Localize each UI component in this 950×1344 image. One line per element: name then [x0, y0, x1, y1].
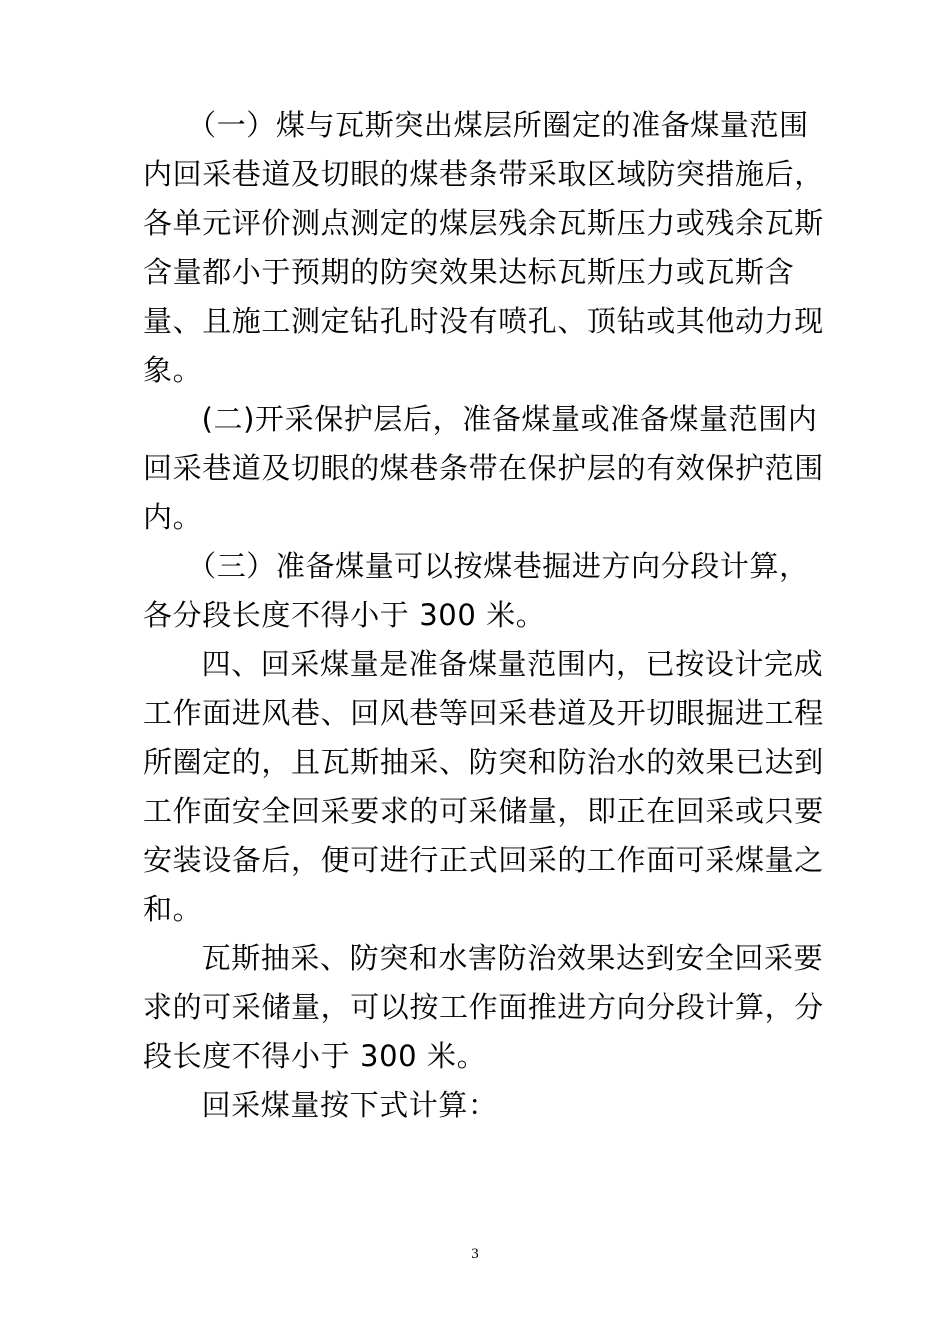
- paragraph-5-line-1: 瓦斯抽采、防突和水害防治效果达到安全回采要: [172, 941, 824, 975]
- paragraph-1-line-3: 各单元评价测点测定的煤层残余瓦斯压力或残余瓦斯: [143, 206, 824, 240]
- paragraph-5-line-3: 段长度不得小于 300 米。: [143, 1039, 487, 1073]
- paragraph-3-line-1: （三）准备煤量可以按煤巷掘进方向分段计算，: [172, 549, 809, 583]
- paragraph-1-line-1: （一）煤与瓦斯突出煤层所圈定的准备煤量范围: [172, 108, 809, 142]
- paragraph-2-line-2: 回采巷道及切眼的煤巷条带在保护层的有效保护范围: [143, 451, 824, 485]
- paragraph-1-line-6: 象。: [143, 353, 203, 387]
- page-number: 3: [471, 1246, 479, 1262]
- paragraph-6-line-1: 回采煤量按下式计算：: [172, 1088, 498, 1122]
- paragraph-4-line-6: 和。: [143, 892, 203, 926]
- paragraph-5-line-2: 求的可采储量，可以按工作面推进方向分段计算，分: [143, 990, 824, 1024]
- paragraph-4-line-5: 安装设备后，便可进行正式回采的工作面可采煤量之: [143, 843, 824, 877]
- paragraph-4-line-2: 工作面进风巷、回风巷等回采巷道及开切眼掘进工程: [143, 696, 824, 730]
- paragraph-1-line-4: 含量都小于预期的防突效果达标瓦斯压力或瓦斯含: [143, 255, 795, 289]
- paragraph-3-line-2: 各分段长度不得小于 300 米。: [143, 598, 546, 632]
- paragraph-4-line-1: 四、回采煤量是准备煤量范围内，已按设计完成: [172, 647, 824, 681]
- paragraph-2-line-3: 内。: [143, 500, 203, 534]
- paragraph-2-line-1: (二)开采保护层后，准备煤量或准备煤量范围内: [172, 402, 818, 436]
- paragraph-4-line-4: 工作面安全回采要求的可采储量，即正在回采或只要: [143, 794, 824, 828]
- paragraph-1-line-5: 量、且施工测定钻孔时没有喷孔、顶钻或其他动力现: [143, 304, 824, 338]
- paragraph-4-line-3: 所圈定的，且瓦斯抽采、防突和防治水的效果已达到: [143, 745, 824, 779]
- paragraph-1-line-2: 内回采巷道及切眼的煤巷条带采取区域防突措施后，: [143, 157, 824, 191]
